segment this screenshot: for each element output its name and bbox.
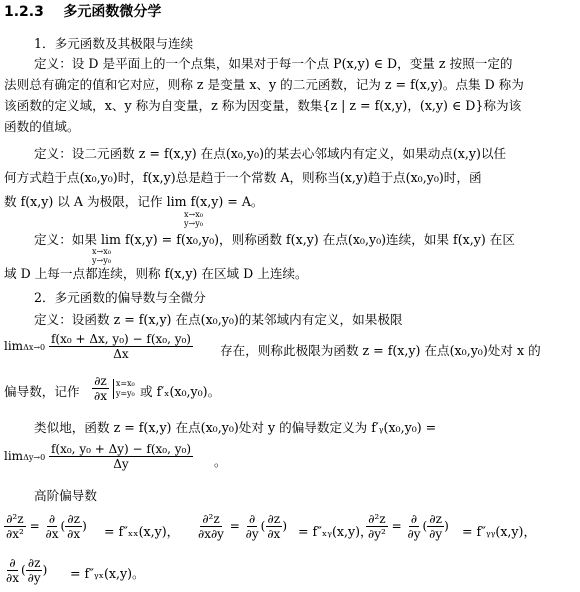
text-line-17: = f″ₓᵧ(x,y)， bbox=[298, 524, 373, 539]
text-line-12: 偏导数，记作 bbox=[4, 384, 80, 399]
lim-subscript-2: x→x₀ y→y₀ bbox=[92, 247, 111, 265]
second-partial-yy: $\frac{\text{∂²z}}{\text{∂y²}}$ = $\frac{\partial}{\partial y}$ ( $\frac{\partial z}{\partial y}$ ) bbox=[368, 512, 449, 541]
section-title: 多元函数微分学 bbox=[63, 4, 162, 20]
text-line-16: = f″ₓₓ(x,y)， bbox=[104, 524, 180, 539]
subsection-1-title: 1．多元函数及其极限与连续 bbox=[34, 36, 194, 51]
text-line-7: 数 f(x,y) 以 A 为极限，记作 lim f(x,y) = A。 bbox=[4, 194, 264, 209]
text-line-9: 域 D 上每一点都连续，则称 f(x,y) 在区域 D 上连续。 bbox=[4, 266, 308, 281]
partial-x-notation: $\frac{\partial z}{\partial x}$ x=x₀ y=y₀ bbox=[94, 374, 135, 403]
text-line-13: 或 f′ₓ(x₀,y₀)。 bbox=[140, 384, 221, 399]
second-partial-xy: $\frac{\text{∂²z}}{\partial x\partial y}$ = $\frac{\partial}{\partial y}$ ( $\frac{\partial z}{\partial x}$ ) bbox=[198, 512, 287, 541]
text-line-11: 存在，则称此极限为函数 z = f(x,y) 在点(x₀,y₀)处对 x 的 bbox=[220, 343, 541, 358]
text-line-19: = f″ᵧₓ(x,y)。 bbox=[70, 566, 145, 581]
partial-y-limit: limΔy→0 $\frac{\text{f(x₀, y₀ + Δy) − f(x₀, y₀)}}{\Delta y}$ bbox=[4, 442, 191, 471]
partial-x-limit: limΔx→0 $\frac{\text{f(x₀ + Δx, y₀) − f(x₀, y₀)}}{\Delta x}$ bbox=[4, 332, 191, 361]
subsection-2-title: 2．多元函数的偏导数与全微分 bbox=[34, 290, 206, 305]
lim-subscript-1: x→x₀ y→y₀ bbox=[184, 210, 203, 228]
text-line-4: 函数的值域。 bbox=[4, 119, 80, 134]
text-line-6: 何方式趋于点(x₀,y₀)时，f(x,y)总是趋于一个常数 A，则称当(x,y)趋于点(x₀,y₀)时，函 bbox=[4, 170, 482, 185]
section-heading bbox=[4, 4, 161, 20]
text-line-8: 定义：如果 lim f(x,y) = f(x₀,y₀)，则称函数 f(x,y) 在点(x₀,y₀)连续，如果 f(x,y) 在区 bbox=[34, 232, 515, 247]
text-line-10: 定义：设函数 z = f(x,y) 在点(x₀,y₀)的某邻域内有定义，如果极限 bbox=[34, 312, 403, 327]
text-line-14: 类似地，函数 z = f(x,y) 在点(x₀,y₀)处对 y 的偏导数定义为 f′ᵧ(x₀,y₀) = bbox=[34, 420, 437, 435]
section-number: 1.2.3 bbox=[4, 4, 44, 20]
text-line-1: 定义：设 D 是平面上的一个点集，如果对于每一个点 P(x,y) ∈ D，变量 z 按照一定的 bbox=[34, 56, 513, 71]
higher-order-title: 高阶偏导数 bbox=[34, 488, 97, 503]
text-line-5: 定义：设二元函数 z = f(x,y) 在点(x₀,y₀)的某去心邻域内有定义，如果动点(x,y)以任 bbox=[34, 146, 507, 161]
text-line-18: = f″ᵧᵧ(x,y)， bbox=[462, 524, 537, 539]
text-line-15: 。 bbox=[214, 454, 227, 469]
second-partial-xx: $\frac{\text{∂²z}}{\text{∂x²}}$ = $\frac{\partial}{\partial x}$ ( $\frac{\partial z}{\partial x}$ ) bbox=[6, 512, 87, 541]
text-line-3: 该函数的定义域，x、y 称为自变量，z 称为因变量，数集{z | z = f(x,y)，(x,y) ∈ D}称为该 bbox=[4, 98, 522, 113]
text-line-2: 法则总有确定的值和它对应，则称 z 是变量 x、y 的二元函数，记为 z = f(x,y)。点集 D 称为 bbox=[4, 77, 524, 92]
second-partial-yx: $\frac{\partial}{\partial x}$ ( $\frac{\partial z}{\partial y}$ ) bbox=[6, 556, 48, 585]
